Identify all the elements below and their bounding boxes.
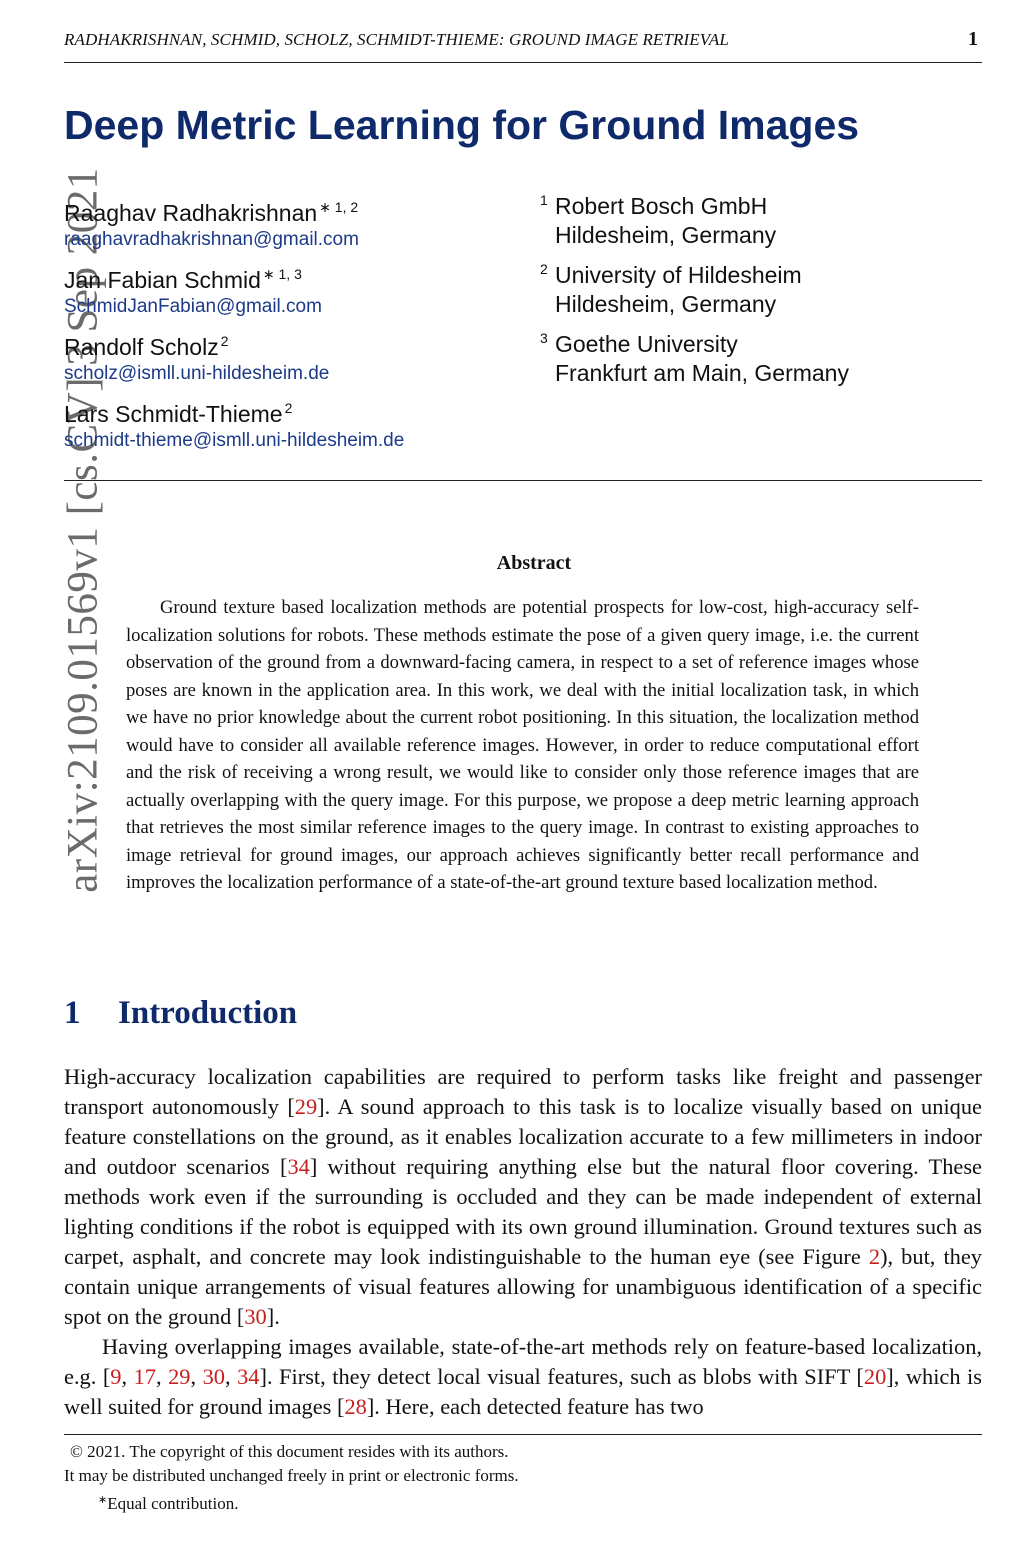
text-run: ]. A sound approach to this task is to localize visually based on unique feature constellations on the ground, as it enables localization accurate to a few millimeters in indoor and outdoor scenarios [ <box>64 1094 982 1179</box>
footnotes <box>64 1440 519 1516</box>
affiliation-name: Goethe University <box>555 331 738 357</box>
citation-link[interactable]: 34 <box>237 1364 260 1389</box>
author-block <box>64 192 534 259</box>
author-name: Lars Schmidt-Thieme <box>64 401 283 427</box>
author-name-line <box>64 259 534 295</box>
text-run: , <box>190 1364 203 1389</box>
author-block <box>64 326 534 393</box>
citation-link[interactable]: 28 <box>344 1394 367 1419</box>
text-run: ]. First, they detect local visual features, such as blobs with SIFT [ <box>259 1364 864 1389</box>
affiliation-number: 1 <box>540 192 548 208</box>
affiliation-location: Frankfurt am Main, Germany <box>555 360 849 386</box>
affiliation-number: 2 <box>540 261 548 277</box>
text-run: , <box>225 1364 238 1389</box>
section-title: Introduction <box>118 995 298 1031</box>
figure-ref-link[interactable]: 2 <box>868 1244 881 1269</box>
author-name: Raaghav Radhakrishnan <box>64 200 318 226</box>
author-email-link[interactable]: raaghavradhakrishnan@gmail.com <box>64 229 359 250</box>
citation-link[interactable]: 29 <box>168 1364 191 1389</box>
affiliation-name: University of Hildesheim <box>555 262 802 288</box>
author-marks: ∗ 1, 2 <box>319 199 359 215</box>
text-run: High-accuracy localization capabilities are required to perform tasks like freight and passenger transport autonomously [ <box>64 1064 982 1119</box>
author-name-line <box>64 326 534 362</box>
footnote-mark: ∗ <box>98 1494 108 1506</box>
abstract-heading: Abstract <box>496 552 572 574</box>
text-run: ], which is well suited for ground images [ <box>64 1364 982 1419</box>
text-run: , <box>121 1364 134 1389</box>
section-heading <box>64 995 297 1032</box>
author-marks: 2 <box>220 333 229 349</box>
author-block <box>64 259 534 326</box>
page-number: 1 <box>968 28 978 50</box>
author-name: Randolf Scholz <box>64 334 219 360</box>
arxiv-stamp: arXiv:2109.01569v1 [cs.CV] 3 Sep 2021 <box>59 167 107 893</box>
running-head-text: RADHAKRISHNAN, SCHMID, SCHOLZ, SCHMIDT-THIEME: GROUND IMAGE RETRIEVAL <box>64 30 729 49</box>
citation-link[interactable]: 29 <box>294 1094 318 1119</box>
affiliation-block <box>540 330 980 399</box>
citation-link[interactable]: 17 <box>133 1364 156 1389</box>
author-marks: 2 <box>284 400 293 416</box>
distribution-notice: It may be distributed unchanged freely in print or electronic forms. <box>64 1466 519 1485</box>
intro-paragraph-2 <box>64 1332 982 1422</box>
citation-link[interactable]: 30 <box>202 1364 225 1389</box>
author-email-link[interactable]: schmidt-thieme@ismll.uni-hildesheim.de <box>64 430 405 451</box>
affiliation-location: Hildesheim, Germany <box>555 291 777 317</box>
affiliation-name: Robert Bosch GmbH <box>555 193 768 219</box>
affiliation-block <box>540 261 980 330</box>
intro-body <box>64 1062 982 1422</box>
text-run: , <box>156 1364 169 1389</box>
author-email-link[interactable]: scholz@ismll.uni-hildesheim.de <box>64 363 330 384</box>
text-run: ] without requiring anything else but the natural floor covering. These methods work even if the surrounding is occluded and they can be made independent of external lighting conditions if the robot is equipped with its own ground illumination. Ground textures such as carpet, asphalt, and concrete may look indistinguishable to the human eye (see Figure <box>64 1154 982 1269</box>
author-email-link[interactable]: SchmidJanFabian@gmail.com <box>64 296 322 317</box>
text-run: Having overlapping images available, state-of-the-art methods rely on feature-based localization, e.g. [ <box>64 1334 982 1389</box>
citation-link[interactable]: 30 <box>244 1304 267 1329</box>
citation-link[interactable]: 20 <box>863 1364 887 1389</box>
affiliation-block <box>540 192 980 261</box>
author-marks: ∗ 1, 3 <box>262 266 302 282</box>
affiliation-location: Hildesheim, Germany <box>555 222 777 248</box>
text-run: ]. Here, each detected feature has two <box>366 1394 704 1419</box>
text-run: ]. <box>266 1304 280 1329</box>
affiliation-number: 3 <box>540 330 548 346</box>
section-number: 1 <box>64 995 81 1031</box>
running-header <box>64 28 982 63</box>
affiliation-list <box>540 192 980 399</box>
text-run: ), but, they contain unique arrangements of visual features allowing for unambiguous identification of a specific spot on the ground [ <box>64 1244 982 1329</box>
author-name-line <box>64 393 534 429</box>
paper-title: Deep Metric Learning for Ground Images <box>64 102 860 148</box>
author-list <box>64 192 534 460</box>
abstract-text: Ground texture based localization methods are potential prospects for low-cost, high-accuracy self-localization solutions for robots. These methods estimate the pose of a given query image, i.e. the current observation of the ground from a downward-facing camera, in respect to a set of reference images whose poses are known in the application area. In this work, we deal with the initial localization task, in which we have no prior knowledge about the current robot positioning. In this situation, the localization method would have to consider all available reference images. However, in order to reduce computational effort and the risk of receiving a wrong result, we would like to consider only those reference images that are actually overlapping with the query image. For this purpose, we propose a deep metric learning approach that retrieves the most similar reference images to the query image. In contrast to existing approaches to image retrieval for ground images, our approach achieves significantly better recall performance and improves the localization performance of a state-of-the-art ground texture based localization method. <box>126 597 919 893</box>
copyright-notice: © 2021. The copyright of this document resides with its authors. <box>70 1442 509 1461</box>
footnote-text: Equal contribution. <box>107 1494 239 1513</box>
author-name-line <box>64 192 534 228</box>
author-name: Jan Fabian Schmid <box>64 267 261 293</box>
citation-link[interactable]: 9 <box>110 1364 122 1389</box>
citation-link[interactable]: 34 <box>287 1154 310 1179</box>
footnote-divider <box>64 1434 982 1435</box>
intro-paragraph-1 <box>64 1062 982 1332</box>
title-block-divider <box>64 480 982 481</box>
equal-contribution-note <box>64 1488 519 1516</box>
author-block <box>64 393 534 460</box>
